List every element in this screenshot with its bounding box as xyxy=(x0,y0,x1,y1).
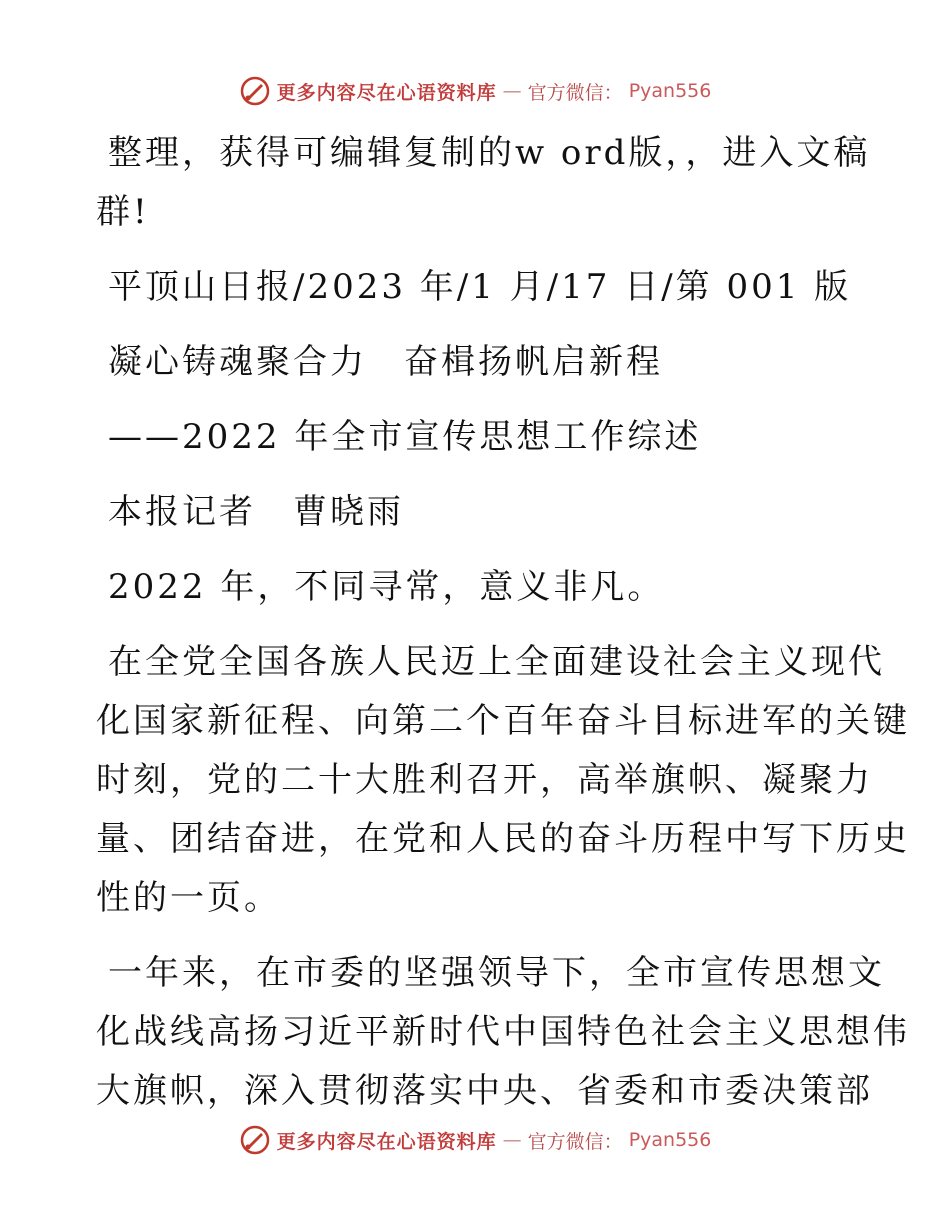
watermark-wechat-label: 官方微信： xyxy=(527,81,623,104)
watermark-promo-text: 更多内容尽在心语资料库 xyxy=(276,81,497,104)
watermark-wechat-id: Pyan556 xyxy=(628,1129,712,1151)
brush-logo-icon xyxy=(239,1124,271,1156)
body-paragraph-2 xyxy=(96,944,910,1121)
paragraph-line: 一年来，在市委的坚强领导下，全市宣传思想文 xyxy=(108,953,885,993)
headline xyxy=(96,333,856,392)
paragraph-line: 在全党全国各族人民迈上全面建设社会主义现代 xyxy=(108,642,885,682)
brush-logo-icon xyxy=(239,75,271,107)
paragraph-line: 化国家新征程、向第二个百年奋斗目标进军的关键 xyxy=(96,701,910,741)
headline-text: 凝心铸魂聚合力 奋楫扬帆启新程 xyxy=(108,342,663,382)
subheadline-text: ——2022 年全市宣传思想工作综述 xyxy=(108,417,702,457)
watermark-banner-top xyxy=(0,71,950,111)
byline xyxy=(96,483,856,542)
watermark-banner-bottom xyxy=(0,1120,950,1160)
subheadline xyxy=(96,408,856,467)
watermark-wechat-id: Pyan556 xyxy=(628,80,712,102)
source-line xyxy=(96,258,856,317)
source-text: 平顶山日报/2023 年/1 月/17 日/第 001 版 xyxy=(108,267,852,307)
paragraph-line: 量、团结奋进，在党和人民的奋斗历程中写下历史 xyxy=(96,819,910,859)
watermark-wechat-label: 官方微信： xyxy=(527,1130,623,1153)
document-body xyxy=(96,124,910,1121)
watermark-separator: — xyxy=(502,80,522,102)
paragraph-line: 时刻，党的二十大胜利召开，高举旗帜、凝聚力 xyxy=(96,760,873,800)
watermark-promo-text: 更多内容尽在心语资料库 xyxy=(276,1130,497,1153)
intro-line: 群! xyxy=(96,192,150,232)
byline-text: 本报记者 曹晓雨 xyxy=(108,492,404,532)
intro-paragraph xyxy=(96,124,871,242)
watermark-separator: — xyxy=(502,1129,522,1151)
paragraph-line: 化战线高扬习近平新时代中国特色社会主义思想伟 xyxy=(96,1012,910,1052)
lead-paragraph xyxy=(96,558,856,617)
paragraph-line: 性的一页。 xyxy=(96,878,281,918)
body-paragraph-1 xyxy=(96,633,910,928)
intro-line: 整理，获得可编辑复制的w ord版，，进入文稿 xyxy=(108,133,871,173)
paragraph-line: 大旗帜，深入贯彻落实中央、省委和市委决策部 xyxy=(96,1071,873,1111)
lead-text: 2022 年，不同寻常，意义非凡。 xyxy=(108,567,665,607)
